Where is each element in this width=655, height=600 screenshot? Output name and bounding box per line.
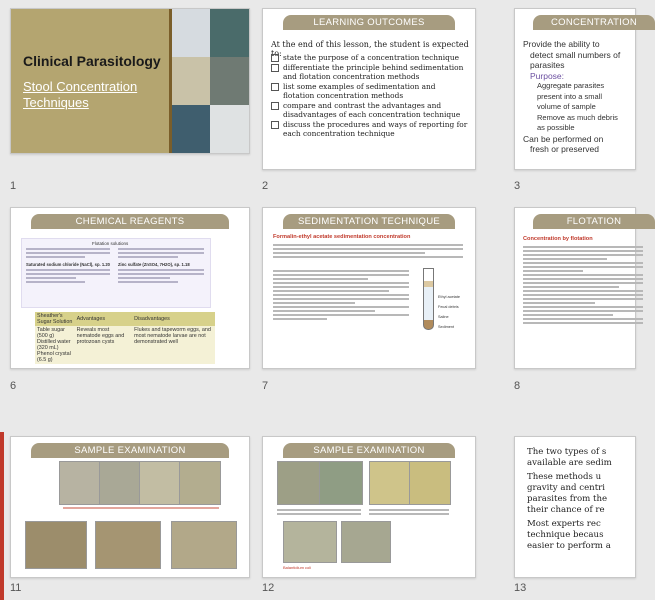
slide-thumbnail-1[interactable] — [10, 8, 250, 154]
checkbox-icon — [271, 64, 279, 72]
micrograph-image — [341, 521, 391, 563]
slide-number: 11 — [10, 582, 22, 594]
slide-header: SAMPLE EXAMINATION — [31, 443, 229, 458]
micrograph-image — [283, 521, 337, 563]
slide-thumbnail-3[interactable] — [514, 8, 636, 170]
slide-number: 8 — [514, 380, 521, 392]
slide-subtitle: Stool Concentration Techniques — [23, 79, 138, 110]
checkbox-icon — [271, 102, 279, 110]
slide-thumbnail-11[interactable] — [10, 436, 250, 578]
slide-intro-text: At the end of this lesson, the student is expected to: — [271, 40, 469, 58]
slide-header: SEDIMENTATION TECHNIQUE — [283, 214, 455, 229]
slide-title: Clinical Parasitology — [23, 53, 161, 69]
photo-collage — [172, 9, 249, 153]
micrograph-image — [277, 461, 321, 505]
micrograph-image — [99, 461, 141, 505]
reagents-box: Flotation solutions Saturated sodium chloride (NaCl), sp. 1.20 Zinc sulfate (ZnSO4, 7H2O), sp. 1.18 — [21, 238, 211, 308]
slide-number: 12 — [262, 582, 275, 594]
selection-indicator — [0, 432, 4, 600]
checkbox-icon — [271, 121, 279, 129]
slide-number: 6 — [10, 380, 17, 392]
micrograph-image — [139, 461, 181, 505]
method-title: Formalin-ethyl acetate sedimentation concentration — [273, 234, 411, 240]
slide-number: 1 — [10, 180, 17, 192]
slide-thumbnail-12[interactable] — [262, 436, 476, 578]
slide-header: FLOTATION — [533, 214, 655, 229]
micrograph-image — [319, 461, 363, 505]
slide-header: SAMPLE EXAMINATION — [283, 443, 455, 458]
slide-body-text: The two types of s available are sedim These methods u gravity and centri parasites from the their chance of re Most experts rec technique becaus easier to perform a — [527, 447, 612, 551]
slide-header: CHEMICAL REAGENTS — [31, 214, 229, 229]
micrograph-image — [95, 521, 161, 569]
slide-thumbnail-13[interactable] — [514, 436, 636, 578]
slide-header: LEARNING OUTCOMES — [283, 15, 455, 30]
checkbox-icon — [271, 54, 279, 62]
micrograph-image — [25, 521, 87, 569]
slide-thumbnail-7[interactable]: SEDIMENTATION TECHNIQUE Formalin-ethyl acetate sedimentation concentration Ethyl acetate Fecal debris Saline Sediment — [262, 207, 476, 369]
micrograph-image — [179, 461, 221, 505]
micrograph-image — [171, 521, 237, 569]
slide-thumbnail-2[interactable] — [262, 8, 476, 170]
checkbox-icon — [271, 83, 279, 91]
micrograph-image — [409, 461, 451, 505]
outcomes-list: state the purpose of a concentration technique differentiate the principle behind sedimentation and flotation concentration methods list some examples of sedimentation and flotation concentration methods compare and contrast the advantages and disadvantages of each concentration technique discuss the procedures and ways of reporting for each concentration technique — [271, 53, 469, 139]
slide-number: 7 — [262, 380, 269, 392]
slide-number: 3 — [514, 180, 521, 192]
slide-header: CONCENTRATION — [533, 15, 655, 30]
centrifuge-tube-icon — [423, 268, 434, 330]
slide-thumbnail-8[interactable] — [514, 207, 636, 369]
slide-number: 2 — [262, 180, 269, 192]
micrograph-image — [59, 461, 101, 505]
sugar-solution-table: Sheather's Sugar Solution Advantages Disadvantages Table sugar (500 g) Distilled water (320 mL) Phenol crystal (6.5 g) Reveals most nematode eggs and protozoan cysts Flukes and tapeworm eggs, and most nematode larvae are not demonstrated well — [35, 312, 215, 364]
slide-thumbnail-6[interactable] — [10, 207, 250, 369]
slide-number: 13 — [514, 582, 527, 594]
method-title: Concentration by flotation — [523, 236, 593, 242]
image-caption: Balantidium coli — [283, 565, 312, 570]
micrograph-image — [369, 461, 411, 505]
concentration-bullets: Provide the ability to detect small numbers of parasites Purpose: Aggregate parasites present into a small volume of sample Remove as much debris as possible Can be performed on fresh or preserved — [523, 39, 621, 154]
